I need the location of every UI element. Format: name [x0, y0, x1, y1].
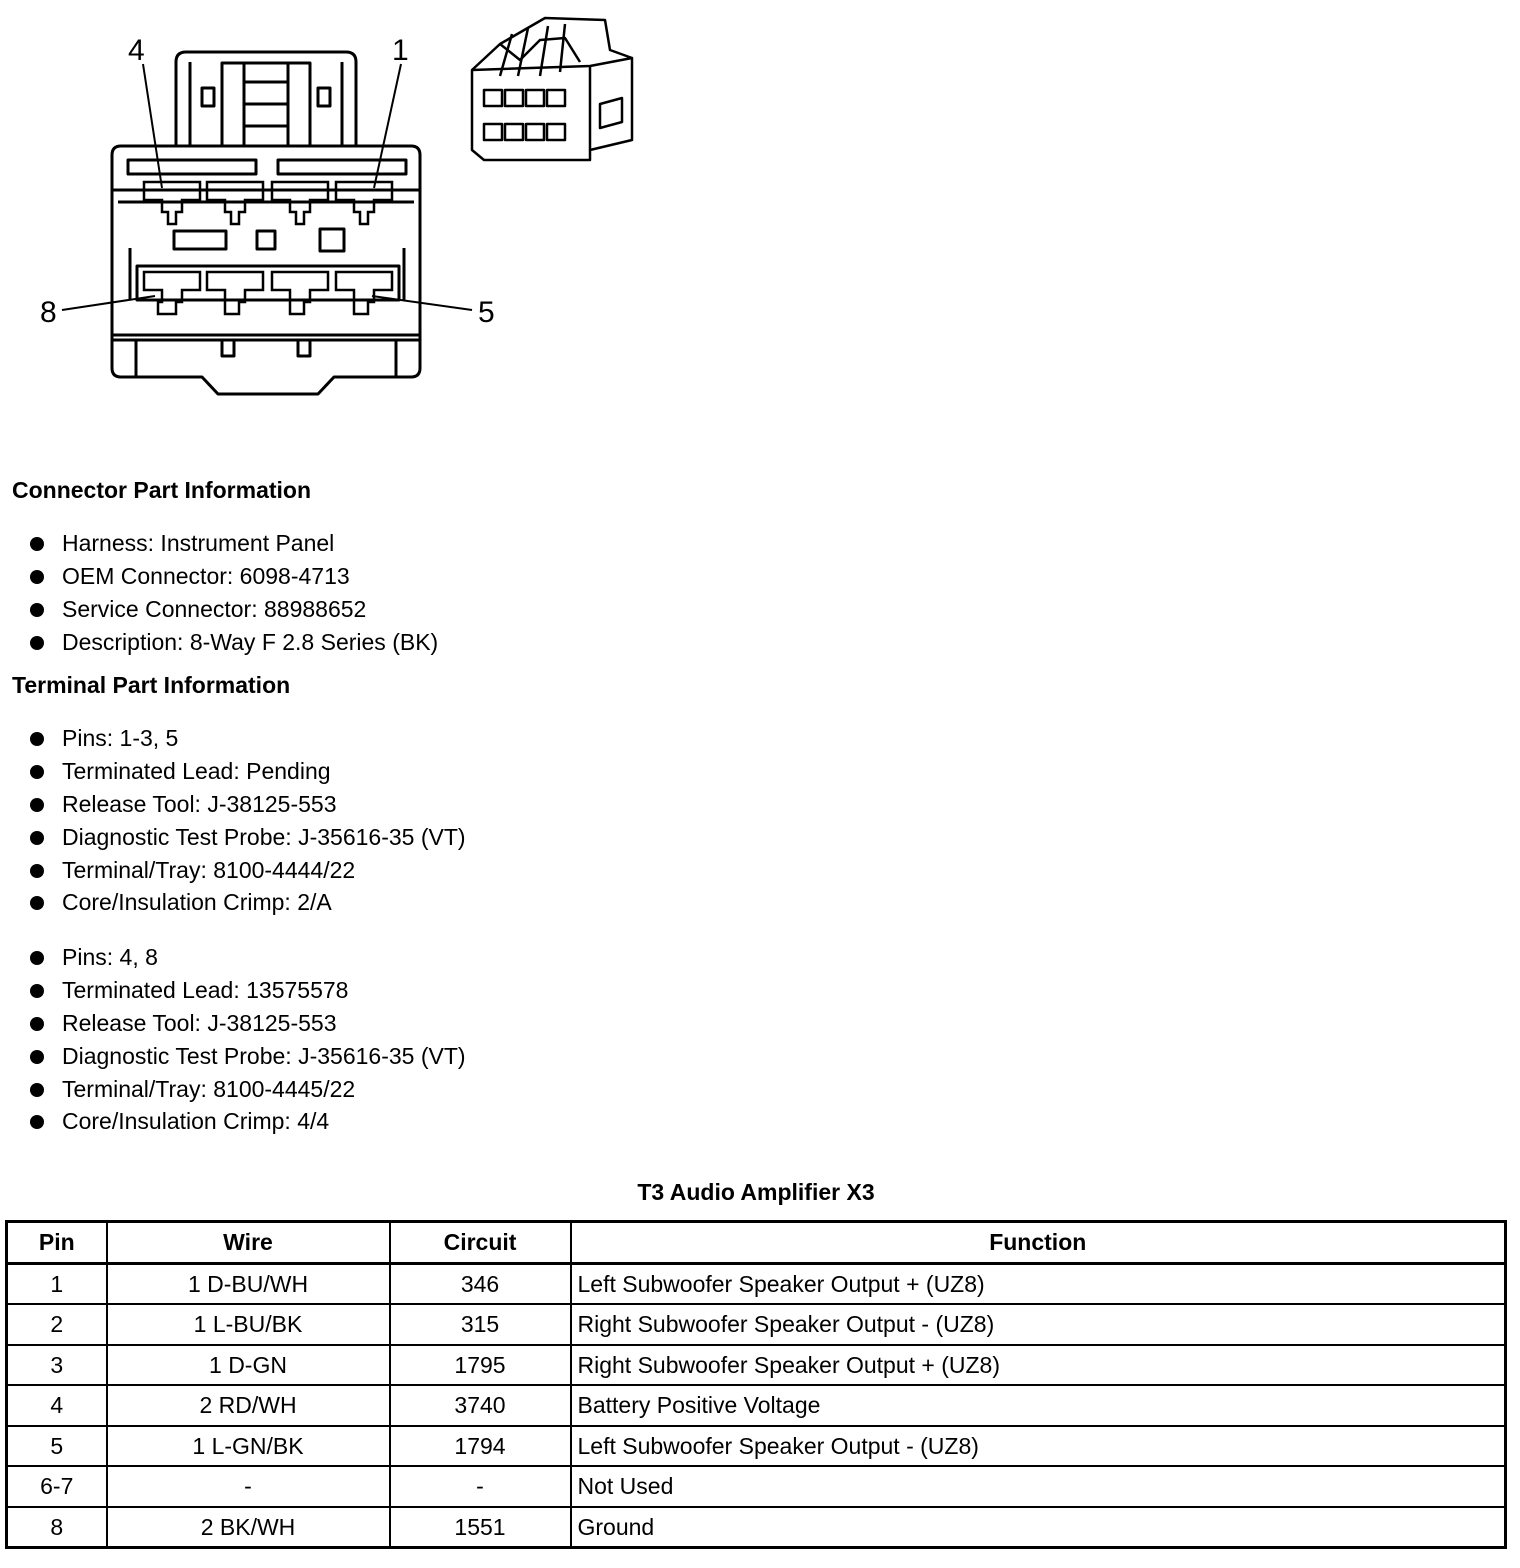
connector-info-list — [28, 528, 438, 660]
pin-table-title: T3 Audio Amplifier X3 — [637, 1179, 875, 1205]
cell-circuit: 346 — [390, 1263, 571, 1304]
key-slot-3 — [320, 229, 344, 251]
table-row — [7, 1263, 1506, 1304]
callout-pin-8: 8 — [40, 296, 57, 329]
list-item: OEM Connector: 6098-4713 — [28, 561, 438, 594]
cell-wire: - — [107, 1466, 390, 1507]
cell-pin: 4 — [7, 1385, 107, 1426]
table-header-row — [7, 1222, 1506, 1264]
key-slot-1 — [174, 231, 226, 249]
cell-pin: 1 — [7, 1263, 107, 1304]
table-row — [7, 1304, 1506, 1345]
table-row — [7, 1385, 1506, 1426]
list-item: Diagnostic Test Probe: J-35616-35 (VT) — [28, 822, 466, 855]
cell-wire: 1 D-GN — [107, 1345, 390, 1386]
cell-wire: 1 L-GN/BK — [107, 1426, 390, 1467]
terminal-cavity-8 — [144, 272, 200, 314]
cell-function: Not Used — [571, 1466, 1506, 1507]
pin-table — [5, 1220, 1507, 1549]
cell-function: Left Subwoofer Speaker Output - (UZ8) — [571, 1426, 1506, 1467]
connector-diagram — [0, 0, 700, 430]
list-item: Core/Insulation Crimp: 2/A — [28, 887, 466, 920]
list-item: Terminal/Tray: 8100-4444/22 — [28, 855, 466, 888]
terminal-info-group-2 — [28, 942, 466, 1139]
list-item: Pins: 4, 8 — [28, 942, 466, 975]
terminal-info-group-1 — [28, 723, 466, 920]
connector-info-heading: Connector Part Information — [12, 477, 312, 503]
table-row — [7, 1345, 1506, 1386]
cell-pin: 5 — [7, 1426, 107, 1467]
header-pin: Pin — [7, 1222, 107, 1264]
header-wire: Wire — [107, 1222, 390, 1264]
connector-isometric-view — [472, 18, 632, 160]
terminal-cavity-5 — [336, 272, 392, 314]
list-item: Terminal/Tray: 8100-4445/22 — [28, 1074, 466, 1107]
cell-wire: 2 RD/WH — [107, 1385, 390, 1426]
list-item: Service Connector: 88988652 — [28, 594, 438, 627]
cell-circuit: 1795 — [390, 1345, 571, 1386]
cell-pin: 8 — [7, 1507, 107, 1548]
cell-wire: 1 D-BU/WH — [107, 1263, 390, 1304]
cell-pin: 2 — [7, 1304, 107, 1345]
cell-function: Right Subwoofer Speaker Output - (UZ8) — [571, 1304, 1506, 1345]
list-item: Release Tool: J-38125-553 — [28, 789, 466, 822]
terminal-cavity-6 — [272, 272, 328, 314]
list-item: Core/Insulation Crimp: 4/4 — [28, 1106, 466, 1139]
list-item: Terminated Lead: 13575578 — [28, 975, 466, 1008]
list-item: Release Tool: J-38125-553 — [28, 1008, 466, 1041]
terminal-cavity-7 — [207, 272, 263, 314]
list-item: Harness: Instrument Panel — [28, 528, 438, 561]
callout-pin-5: 5 — [478, 296, 495, 329]
cell-pin: 6-7 — [7, 1466, 107, 1507]
header-circuit: Circuit — [390, 1222, 571, 1264]
list-item: Description: 8-Way F 2.8 Series (BK) — [28, 627, 438, 660]
callout-pin-4: 4 — [128, 34, 145, 67]
list-item: Diagnostic Test Probe: J-35616-35 (VT) — [28, 1041, 466, 1074]
cell-circuit: 1551 — [390, 1507, 571, 1548]
cell-function: Ground — [571, 1507, 1506, 1548]
cell-pin: 3 — [7, 1345, 107, 1386]
key-slot-2 — [257, 231, 275, 249]
terminal-info-heading: Terminal Part Information — [12, 672, 291, 698]
table-row — [7, 1426, 1506, 1467]
table-row — [7, 1507, 1506, 1548]
cell-wire: 2 BK/WH — [107, 1507, 390, 1548]
header-function: Function — [571, 1222, 1506, 1264]
cell-circuit: 3740 — [390, 1385, 571, 1426]
callout-pin-1: 1 — [392, 34, 409, 67]
cell-circuit: 1794 — [390, 1426, 571, 1467]
list-item: Terminated Lead: Pending — [28, 756, 466, 789]
list-item: Pins: 1-3, 5 — [28, 723, 466, 756]
table-row — [7, 1466, 1506, 1507]
cell-function: Right Subwoofer Speaker Output + (UZ8) — [571, 1345, 1506, 1386]
cell-circuit: - — [390, 1466, 571, 1507]
cell-function: Left Subwoofer Speaker Output + (UZ8) — [571, 1263, 1506, 1304]
cell-function: Battery Positive Voltage — [571, 1385, 1506, 1426]
cell-circuit: 315 — [390, 1304, 571, 1345]
cell-wire: 1 L-BU/BK — [107, 1304, 390, 1345]
